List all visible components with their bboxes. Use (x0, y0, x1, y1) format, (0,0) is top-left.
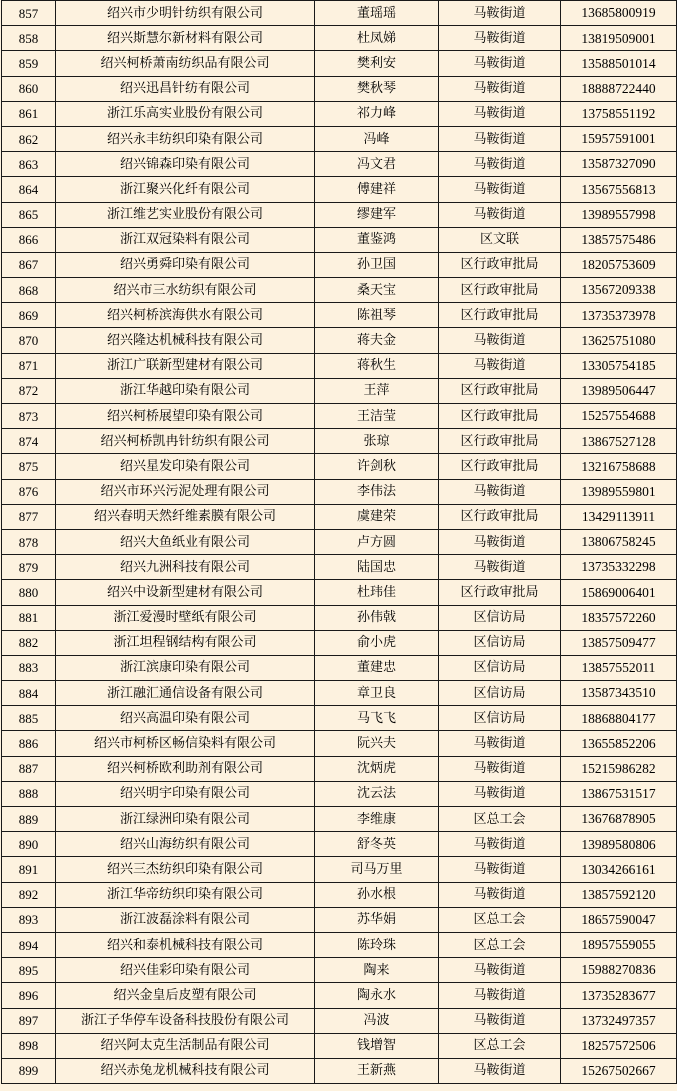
company-name-cell: 绍兴柯桥萧南纺织品有限公司 (56, 51, 315, 76)
department-cell: 马鞍街道 (439, 353, 561, 378)
department-cell: 区行政审批局 (439, 378, 561, 403)
table-row (2, 756, 677, 781)
contact-person-cell: 桑天宝 (315, 278, 439, 303)
contact-person-cell: 舒冬英 (315, 832, 439, 857)
department-cell: 马鞍街道 (439, 101, 561, 126)
contact-person-cell: 阮兴夫 (315, 731, 439, 756)
table-row (2, 932, 677, 957)
company-name-cell: 绍兴柯桥欧利助剂有限公司 (56, 756, 315, 781)
contact-person-cell: 孙卫国 (315, 252, 439, 277)
company-name-cell: 绍兴斯慧尔新材料有限公司 (56, 26, 315, 51)
contact-person-cell: 许剑秋 (315, 454, 439, 479)
contact-person-cell: 杜凤娣 (315, 26, 439, 51)
department-cell: 区信访局 (439, 655, 561, 680)
table-row (2, 101, 677, 126)
phone-number-cell: 13588501014 (561, 51, 677, 76)
department-cell: 马鞍街道 (439, 152, 561, 177)
contact-person-cell: 董瑶瑶 (315, 1, 439, 26)
table-row (2, 504, 677, 529)
contact-person-cell: 王萍 (315, 378, 439, 403)
table-row (2, 555, 677, 580)
phone-number-cell: 13034266161 (561, 857, 677, 882)
phone-number-cell: 13867531517 (561, 781, 677, 806)
contact-person-cell: 陈玲珠 (315, 932, 439, 957)
department-cell: 区行政审批局 (439, 404, 561, 429)
department-cell: 区行政审批局 (439, 278, 561, 303)
table-row (2, 1008, 677, 1033)
contact-person-cell: 章卫良 (315, 681, 439, 706)
contact-person-cell: 董建忠 (315, 655, 439, 680)
phone-number-cell: 18888722440 (561, 76, 677, 101)
company-name-cell: 浙江滨康印染有限公司 (56, 655, 315, 680)
company-name-cell: 绍兴柯桥展望印染有限公司 (56, 404, 315, 429)
contact-person-cell: 陶永水 (315, 983, 439, 1008)
row-number-cell: 876 (2, 479, 56, 504)
department-cell: 马鞍街道 (439, 857, 561, 882)
table-row (2, 529, 677, 554)
company-name-cell: 绍兴九洲科技有限公司 (56, 555, 315, 580)
company-name-cell: 浙江双冠染料有限公司 (56, 227, 315, 252)
table-row (2, 404, 677, 429)
contact-person-cell: 苏华娟 (315, 907, 439, 932)
contact-person-cell: 司马万里 (315, 857, 439, 882)
table-row (2, 907, 677, 932)
phone-number-cell: 13625751080 (561, 328, 677, 353)
row-number-cell: 863 (2, 152, 56, 177)
company-name-cell: 浙江子华停车设备科技股份有限公司 (56, 1008, 315, 1033)
phone-number-cell: 13857509477 (561, 630, 677, 655)
phone-number-cell: 13676878905 (561, 807, 677, 832)
table-row (2, 857, 677, 882)
phone-number-cell: 13819509001 (561, 26, 677, 51)
company-name-cell: 浙江华帝纺织印染有限公司 (56, 882, 315, 907)
phone-number-cell: 18868804177 (561, 706, 677, 731)
row-number-cell: 893 (2, 907, 56, 932)
phone-number-cell: 13429113911 (561, 504, 677, 529)
department-cell: 马鞍街道 (439, 983, 561, 1008)
phone-number-cell: 13758551192 (561, 101, 677, 126)
row-number-cell: 878 (2, 529, 56, 554)
contact-person-cell: 马飞飞 (315, 706, 439, 731)
company-name-cell: 绍兴市环兴污泥处理有限公司 (56, 479, 315, 504)
phone-number-cell: 13567556813 (561, 177, 677, 202)
phone-number-cell: 18957559055 (561, 932, 677, 957)
company-name-cell: 绍兴大鱼纸业有限公司 (56, 529, 315, 554)
table-row (2, 454, 677, 479)
table-row (2, 278, 677, 303)
department-cell: 区行政审批局 (439, 303, 561, 328)
contact-person-cell: 冯波 (315, 1008, 439, 1033)
contact-person-cell: 陆国忠 (315, 555, 439, 580)
department-cell: 区总工会 (439, 907, 561, 932)
department-cell: 马鞍街道 (439, 1, 561, 26)
phone-number-cell: 13867527128 (561, 429, 677, 454)
table-row (2, 303, 677, 328)
department-cell: 马鞍街道 (439, 781, 561, 806)
table-row (2, 655, 677, 680)
contact-person-cell: 王洁莹 (315, 404, 439, 429)
contact-person-cell: 祁力峰 (315, 101, 439, 126)
department-cell: 马鞍街道 (439, 1008, 561, 1033)
company-name-cell: 绍兴佳彩印染有限公司 (56, 958, 315, 983)
row-number-cell: 883 (2, 655, 56, 680)
company-name-cell: 浙江聚兴化纤有限公司 (56, 177, 315, 202)
row-number-cell: 884 (2, 681, 56, 706)
company-name-cell: 浙江融汇通信设备有限公司 (56, 681, 315, 706)
phone-number-cell: 15215986282 (561, 756, 677, 781)
row-number-cell: 865 (2, 202, 56, 227)
row-number-cell: 899 (2, 1058, 56, 1083)
contact-person-cell: 蒋秋生 (315, 353, 439, 378)
phone-number-cell: 13735332298 (561, 555, 677, 580)
department-cell: 区信访局 (439, 605, 561, 630)
department-cell: 马鞍街道 (439, 26, 561, 51)
department-cell: 马鞍街道 (439, 529, 561, 554)
table-row (2, 177, 677, 202)
table-row (2, 51, 677, 76)
phone-number-cell: 13216758688 (561, 454, 677, 479)
phone-number-cell: 13857592120 (561, 882, 677, 907)
company-name-cell: 绍兴勇舜印染有限公司 (56, 252, 315, 277)
table-row (2, 429, 677, 454)
department-cell: 区行政审批局 (439, 252, 561, 277)
department-cell: 马鞍街道 (439, 731, 561, 756)
phone-number-cell: 13857575486 (561, 227, 677, 252)
table-row (2, 353, 677, 378)
row-number-cell: 875 (2, 454, 56, 479)
phone-number-cell: 15869006401 (561, 580, 677, 605)
company-name-cell: 绍兴明宇印染有限公司 (56, 781, 315, 806)
table-row (2, 832, 677, 857)
table-row (2, 202, 677, 227)
contact-person-cell: 冯峰 (315, 126, 439, 151)
contact-person-cell: 虞建荣 (315, 504, 439, 529)
row-number-cell: 870 (2, 328, 56, 353)
company-name-cell: 绍兴和泰机械科技有限公司 (56, 932, 315, 957)
row-number-cell: 880 (2, 580, 56, 605)
department-cell: 区行政审批局 (439, 429, 561, 454)
contact-person-cell: 陈祖琴 (315, 303, 439, 328)
row-number-cell: 859 (2, 51, 56, 76)
table-row (2, 1, 677, 26)
row-number-cell: 898 (2, 1033, 56, 1058)
contact-person-cell: 蒋夫金 (315, 328, 439, 353)
table-row (2, 328, 677, 353)
row-number-cell: 879 (2, 555, 56, 580)
contact-person-cell: 陶来 (315, 958, 439, 983)
phone-number-cell: 18205753609 (561, 252, 677, 277)
row-number-cell: 877 (2, 504, 56, 529)
company-name-cell: 浙江爱漫时壁纸有限公司 (56, 605, 315, 630)
row-number-cell: 864 (2, 177, 56, 202)
table-row (2, 26, 677, 51)
phone-number-cell: 13735373978 (561, 303, 677, 328)
phone-number-cell: 13989580806 (561, 832, 677, 857)
company-name-cell: 浙江乐高实业股份有限公司 (56, 101, 315, 126)
row-number-cell: 873 (2, 404, 56, 429)
company-name-cell: 浙江维艺实业股份有限公司 (56, 202, 315, 227)
company-name-cell: 浙江广联新型建材有限公司 (56, 353, 315, 378)
contact-person-cell: 李维康 (315, 807, 439, 832)
company-name-cell: 绍兴市三水纺织有限公司 (56, 278, 315, 303)
phone-number-cell: 13989559801 (561, 479, 677, 504)
table-row (2, 126, 677, 151)
company-name-cell: 绍兴赤兔龙机械科技有限公司 (56, 1058, 315, 1083)
row-number-cell: 882 (2, 630, 56, 655)
company-name-cell: 绍兴市柯桥区畅信染料有限公司 (56, 731, 315, 756)
row-number-cell: 874 (2, 429, 56, 454)
row-number-cell: 866 (2, 227, 56, 252)
contact-person-cell: 樊秋琴 (315, 76, 439, 101)
phone-number-cell: 13857552011 (561, 655, 677, 680)
company-name-cell: 绍兴永丰纺织印染有限公司 (56, 126, 315, 151)
phone-number-cell: 15267502667 (561, 1058, 677, 1083)
table-row (2, 958, 677, 983)
table-row (2, 731, 677, 756)
company-name-cell: 浙江波磊涂料有限公司 (56, 907, 315, 932)
department-cell: 区信访局 (439, 706, 561, 731)
row-number-cell: 897 (2, 1008, 56, 1033)
company-name-cell: 绍兴柯桥滨海供水有限公司 (56, 303, 315, 328)
phone-number-cell: 13587327090 (561, 152, 677, 177)
department-cell: 马鞍街道 (439, 1058, 561, 1083)
row-number-cell: 871 (2, 353, 56, 378)
department-cell: 马鞍街道 (439, 51, 561, 76)
table-row (2, 882, 677, 907)
phone-number-cell: 13685800919 (561, 1, 677, 26)
department-cell: 马鞍街道 (439, 958, 561, 983)
department-cell: 马鞍街道 (439, 756, 561, 781)
company-name-cell: 浙江坦程钢结构有限公司 (56, 630, 315, 655)
company-name-cell: 绍兴阿太克生活制品有限公司 (56, 1033, 315, 1058)
company-name-cell: 绍兴三杰纺织印染有限公司 (56, 857, 315, 882)
phone-number-cell: 13989506447 (561, 378, 677, 403)
row-number-cell: 869 (2, 303, 56, 328)
table-row (2, 807, 677, 832)
table-row (2, 681, 677, 706)
company-name-cell: 绍兴中设新型建材有限公司 (56, 580, 315, 605)
department-cell: 马鞍街道 (439, 177, 561, 202)
contact-person-cell: 卢方圆 (315, 529, 439, 554)
table-row (2, 378, 677, 403)
row-number-cell: 895 (2, 958, 56, 983)
company-name-cell: 绍兴锦森印染有限公司 (56, 152, 315, 177)
table-body (2, 1, 677, 1084)
contact-person-cell: 杜玮佳 (315, 580, 439, 605)
company-name-cell: 绍兴星发印染有限公司 (56, 454, 315, 479)
contact-person-cell: 樊利安 (315, 51, 439, 76)
contact-person-cell: 钱增智 (315, 1033, 439, 1058)
row-number-cell: 862 (2, 126, 56, 151)
table-row (2, 605, 677, 630)
table-row (2, 1033, 677, 1058)
table-row (2, 1058, 677, 1083)
table-row (2, 152, 677, 177)
row-number-cell: 857 (2, 1, 56, 26)
contact-person-cell: 孙水根 (315, 882, 439, 907)
row-number-cell: 892 (2, 882, 56, 907)
row-number-cell: 885 (2, 706, 56, 731)
table-row (2, 252, 677, 277)
company-name-cell: 绍兴高温印染有限公司 (56, 706, 315, 731)
department-cell: 区行政审批局 (439, 454, 561, 479)
department-cell: 区行政审批局 (439, 504, 561, 529)
company-name-cell: 绍兴迅昌针纺有限公司 (56, 76, 315, 101)
department-cell: 马鞍街道 (439, 328, 561, 353)
phone-number-cell: 18257572506 (561, 1033, 677, 1058)
phone-number-cell: 15988270836 (561, 958, 677, 983)
table-row (2, 479, 677, 504)
row-number-cell: 887 (2, 756, 56, 781)
department-cell: 区总工会 (439, 1033, 561, 1058)
company-name-cell: 绍兴隆达机械科技有限公司 (56, 328, 315, 353)
row-number-cell: 861 (2, 101, 56, 126)
contact-person-cell: 李伟法 (315, 479, 439, 504)
row-number-cell: 881 (2, 605, 56, 630)
phone-number-cell: 13655852206 (561, 731, 677, 756)
row-number-cell: 888 (2, 781, 56, 806)
company-name-cell: 绍兴春明天然纤维素膜有限公司 (56, 504, 315, 529)
contact-person-cell: 俞小虎 (315, 630, 439, 655)
phone-number-cell: 15257554688 (561, 404, 677, 429)
row-number-cell: 896 (2, 983, 56, 1008)
row-number-cell: 872 (2, 378, 56, 403)
phone-number-cell: 13567209338 (561, 278, 677, 303)
table-row (2, 580, 677, 605)
department-cell: 马鞍街道 (439, 126, 561, 151)
row-number-cell: 868 (2, 278, 56, 303)
table-row (2, 630, 677, 655)
contact-person-cell: 冯文君 (315, 152, 439, 177)
table-row (2, 227, 677, 252)
table-row (2, 706, 677, 731)
company-name-cell: 绍兴金皇后皮塑有限公司 (56, 983, 315, 1008)
row-number-cell: 860 (2, 76, 56, 101)
phone-number-cell: 13806758245 (561, 529, 677, 554)
contact-person-cell: 沈云法 (315, 781, 439, 806)
phone-number-cell: 13587343510 (561, 681, 677, 706)
contact-person-cell: 缪建军 (315, 202, 439, 227)
company-name-cell: 绍兴柯桥凯冉针纺织有限公司 (56, 429, 315, 454)
department-cell: 区总工会 (439, 932, 561, 957)
phone-number-cell: 15957591001 (561, 126, 677, 151)
department-cell: 马鞍街道 (439, 76, 561, 101)
contact-person-cell: 王新燕 (315, 1058, 439, 1083)
department-cell: 区行政审批局 (439, 580, 561, 605)
phone-number-cell: 18657590047 (561, 907, 677, 932)
phone-number-cell: 13989557998 (561, 202, 677, 227)
phone-number-cell: 13305754185 (561, 353, 677, 378)
table-row (2, 781, 677, 806)
contact-person-cell: 沈炳虎 (315, 756, 439, 781)
row-number-cell: 867 (2, 252, 56, 277)
phone-number-cell: 18357572260 (561, 605, 677, 630)
enterprise-contact-table (1, 0, 677, 1084)
company-name-cell: 绍兴市少明针纺织有限公司 (56, 1, 315, 26)
department-cell: 区总工会 (439, 807, 561, 832)
table-row (2, 983, 677, 1008)
row-number-cell: 889 (2, 807, 56, 832)
department-cell: 马鞍街道 (439, 882, 561, 907)
contact-person-cell: 张琼 (315, 429, 439, 454)
department-cell: 马鞍街道 (439, 479, 561, 504)
department-cell: 区信访局 (439, 681, 561, 706)
department-cell: 区文联 (439, 227, 561, 252)
contact-person-cell: 傅建祥 (315, 177, 439, 202)
contact-person-cell: 董鉴鸿 (315, 227, 439, 252)
table-row (2, 76, 677, 101)
company-name-cell: 绍兴山海纺织有限公司 (56, 832, 315, 857)
row-number-cell: 894 (2, 932, 56, 957)
company-name-cell: 浙江绿洲印染有限公司 (56, 807, 315, 832)
phone-number-cell: 13735283677 (561, 983, 677, 1008)
company-name-cell: 浙江华越印染有限公司 (56, 378, 315, 403)
row-number-cell: 886 (2, 731, 56, 756)
department-cell: 马鞍街道 (439, 202, 561, 227)
contact-person-cell: 孙伟戟 (315, 605, 439, 630)
department-cell: 马鞍街道 (439, 555, 561, 580)
department-cell: 马鞍街道 (439, 832, 561, 857)
phone-number-cell: 13732497357 (561, 1008, 677, 1033)
department-cell: 区信访局 (439, 630, 561, 655)
row-number-cell: 891 (2, 857, 56, 882)
row-number-cell: 858 (2, 26, 56, 51)
row-number-cell: 890 (2, 832, 56, 857)
